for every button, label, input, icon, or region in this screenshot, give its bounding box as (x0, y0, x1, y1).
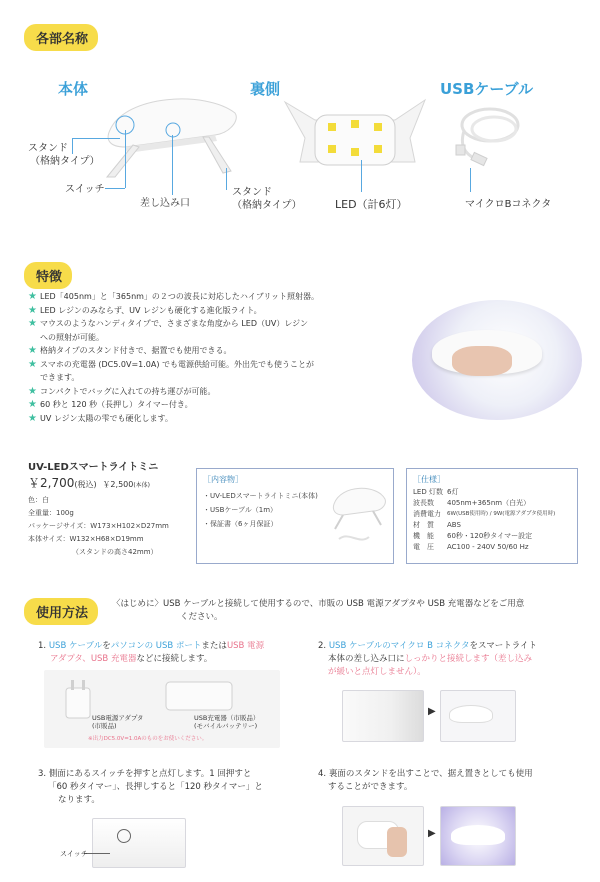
product-specs-text (28, 494, 169, 559)
price-body: ￥2,500 (102, 480, 134, 489)
step-1-note: ※出力DC5.0V=1.0Aのものをお使いください。 (88, 736, 208, 742)
star-icon: ★ (28, 412, 37, 424)
arrow-icon: ▶ (428, 706, 436, 717)
step-2-text: 2. USB ケーブルのマイクロ B コネクタをスマートライト 本体の差し込み口にしっかりと接続します（差し込み が緩いと点灯しません）。 (318, 641, 538, 677)
product-body-size: 本体サイズ：W132×H68×D19mm (28, 535, 144, 543)
usb-adapter-illustration (62, 678, 96, 722)
feature-item: ★ コンパクトでバッグに入れての持ち運びが可能。 (28, 385, 216, 397)
part-title-main: 本体 (58, 80, 89, 98)
star-icon: ★ (28, 345, 37, 356)
spec-box (406, 468, 578, 564)
label-stand-back: スタンド (232, 187, 272, 198)
step-4-photo-1 (342, 806, 424, 866)
spec-row: 材 質 ABS (413, 521, 461, 529)
feature-item: への照射が可能。 (40, 332, 104, 342)
section-badge-parts: 各部名称 (24, 24, 98, 51)
contents-item: ・USBケーブル（1m） (203, 506, 278, 514)
label-micro-b: マイクロBコネクタ (465, 199, 552, 210)
hand-photo (412, 300, 582, 420)
star-icon: ★ (28, 358, 37, 370)
leader-line (226, 168, 227, 190)
feature-item: ★ スマホの充電器 (DC5.0V=1.0A) でも電源供給可能。外出先でも使うことが (28, 358, 315, 370)
mobile-battery-illustration (164, 678, 236, 714)
spec-row: 消費電力 6W(USB使用時) / 9W(電源アダプタ使用時) (413, 510, 556, 518)
label-stand-back-type: （格納タイプ） (232, 200, 302, 211)
leader-line (84, 853, 110, 854)
leader-line (72, 138, 73, 154)
label-switch-step3: スイッチ (60, 850, 88, 858)
label-stand-left-type: （格納タイプ） (30, 156, 100, 167)
arrow-icon: ▶ (428, 828, 436, 839)
label-led: LED（計6灯） (335, 198, 408, 211)
step-2-photo-1 (342, 690, 424, 742)
product-price (28, 474, 150, 491)
step-3-photo (92, 818, 186, 868)
usage-intro-line: ください。 (180, 612, 223, 622)
contents-box (196, 468, 394, 564)
spec-rows (413, 487, 577, 553)
usage-intro (112, 598, 592, 624)
star-icon: ★ (28, 304, 37, 316)
star-icon: ★ (28, 291, 37, 302)
price-body-note: (本体) (133, 482, 151, 489)
price-tax-in: ￥2,700 (28, 476, 75, 490)
step-3-text: 3. 側面にあるスイッチを押すと点灯します。1 回押すと 「60 秒タイマー」、長押しすると「120 秒タイマー」と なります。 (38, 769, 263, 805)
label-stand-left: スタンド (28, 143, 68, 154)
product-name: UV-LEDスマートライトミニ (28, 462, 159, 473)
step-1-image (44, 670, 280, 748)
lamp-back-illustration (275, 90, 435, 180)
leader-line (172, 135, 173, 195)
feature-item: ★ UV レジン太陽の雫でも硬化します。 (28, 412, 173, 424)
mobile-battery-label: USB充電器（市販品） (モバイルバッテリー) (194, 714, 260, 730)
product-weight: 全重量：100g (28, 509, 74, 517)
star-icon: ★ (28, 385, 37, 397)
contents-item: ・UV-LEDスマートライトミニ(本体) (203, 492, 318, 500)
step-4-text: 4. 裏面のスタンドを出すことで、据え置きとしても使用 することができます。 (318, 769, 533, 792)
feature-item: ★ 60 秒と 120 秒（長押し）タイマー付き。 (28, 399, 193, 410)
leader-line (361, 160, 362, 192)
leader-line (125, 130, 126, 188)
step-1-text: 1. USB ケーブルをパソコンの USB ポートまたはUSB 電源 アダプタ、USB 充電器などに接続します。 (38, 641, 265, 664)
spec-row: LED 灯数 6灯 (413, 488, 459, 496)
section-badge-features: 特徴 (24, 262, 72, 289)
feature-list (28, 290, 368, 425)
feature-item: ★ LED「405nm」と「365nm」の２つの波長に対応したハイブリット照射器。 (28, 291, 320, 302)
usb-cable-illustration (450, 95, 540, 185)
part-title-usb: USBケーブル (440, 80, 534, 98)
star-icon: ★ (28, 399, 37, 410)
feature-item: できます。 (40, 373, 80, 382)
spec-row: 機 能 60秒・120秒タイマー設定 (413, 532, 533, 540)
feature-item: ★ マウスのようなハンディタイプで、さまざまな角度から LED（UV）レジン (28, 318, 308, 329)
usage-intro-line: 〈はじめに〉USB ケーブルと接続して使用するので、市販の USB 電源アダプタや USB 充電器などをご用意 (112, 599, 525, 609)
step-2-photo-2 (440, 690, 516, 742)
usb-adapter-label: USB電源アダプタ (市販品) (92, 714, 144, 730)
contents-list (203, 489, 318, 531)
feature-item: ★ 格納タイプのスタンド付きで、据置でも使用できる。 (28, 345, 232, 356)
part-title-back: 裏側 (250, 80, 281, 98)
spec-row: 電 圧 AC100 - 240V 50/60 Hz (413, 543, 529, 551)
leader-line (105, 188, 125, 189)
leader-line (470, 168, 471, 192)
lamp-body-illustration (95, 85, 245, 185)
price-tax-note: (税込) (74, 480, 97, 489)
step-4-photo-2 (440, 806, 516, 866)
section-badge-usage: 使用方法 (24, 598, 98, 625)
spec-head: ［仕様］ (413, 475, 445, 484)
feature-item: ★ LED レジンのみならず、UV レジンも硬化する進化版ライト。 (28, 304, 262, 316)
product-package-size: パッケージサイズ：W173×H102×D27mm (28, 522, 169, 530)
product-color: 色：白 (28, 496, 49, 504)
label-switch: スイッチ (65, 184, 105, 195)
product-stand-height: （スタンドの高さ42mm） (72, 548, 158, 556)
label-port: 差し込み口 (140, 198, 190, 209)
contents-head: ［内容物］ (203, 475, 243, 484)
star-icon: ★ (28, 318, 37, 329)
contents-item: ・保証書（6ヶ月保証） (203, 520, 278, 528)
lamp-contents-illustration (329, 479, 389, 554)
leader-line (72, 138, 120, 139)
spec-row: 波長数 405nm+365nm（白光） (413, 499, 531, 507)
